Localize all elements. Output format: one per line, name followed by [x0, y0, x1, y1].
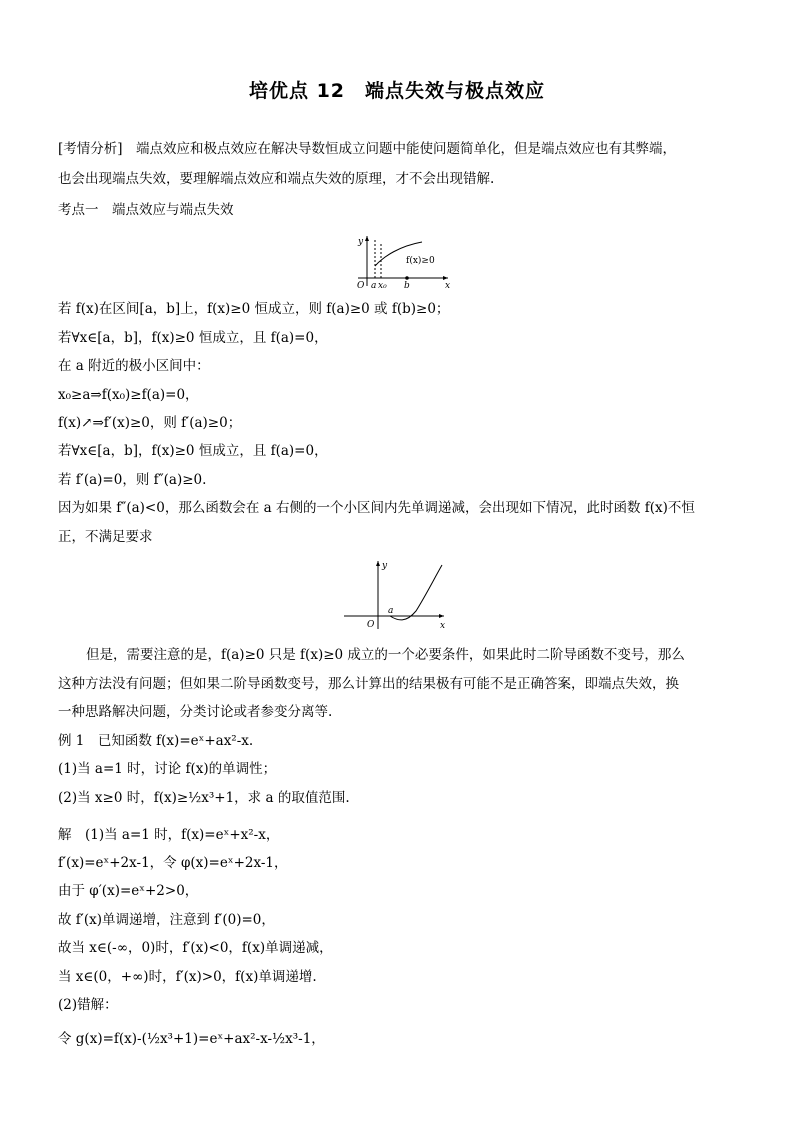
figure2-origin-label: O — [367, 620, 375, 630]
example-heading: 例 1 已知函数 f(x)=eˣ+ax²-x. — [58, 733, 254, 749]
text-line: 故当 x∈(-∞，0)时，f′(x)<0，f(x)单调递减， — [58, 940, 333, 956]
text-line: 正，不满足要求 — [58, 529, 153, 545]
text-line: 令 g(x)=f(x)-(½x³+1)=eˣ+ax²-x-½x³-1， — [58, 1031, 325, 1047]
text-line: f(x)↗⇒f′(x)≥0，则 f′(a)≥0； — [58, 415, 242, 431]
text-line: 若 f′(a)=0，则 f″(a)≥0. — [58, 472, 207, 488]
text-line: (2)错解： — [58, 997, 118, 1013]
figure1-origin-label: O — [357, 281, 365, 290]
text-line: 由于 φ′(x)=eˣ+2>0， — [58, 883, 199, 899]
text-line: 当 x∈(0，+∞)时，f′(x)>0，f(x)单调递增. — [58, 969, 317, 985]
text-line: 一种思路解决问题，分类讨论或者参变分离等. — [58, 704, 333, 720]
text-line: 在 a 附近的极小区间中： — [58, 358, 210, 374]
text-line: 若∀x∈[a，b]，f(x)≥0 恒成立，且 f(a)=0， — [58, 443, 328, 459]
text-line: 若∀x∈[a，b]，f(x)≥0 恒成立，且 f(a)=0， — [58, 330, 328, 346]
text-line: 但是，需要注意的是，f(a)≥0 只是 f(x)≥0 成立的一个必要条件，如果此时二阶导函数不变号，那么 — [86, 647, 685, 663]
text-line: 故 f′(x)单调递增，注意到 f′(0)=0， — [58, 912, 275, 928]
text-line: 因为如果 f″(a)<0，那么函数会在 a 右侧的一个小区间内先单调递减，会出现如下情况，此时函数 f(x)不恒 — [58, 500, 695, 516]
analysis-line-1: [考情分析] 端点效应和极点效应在解决导数恒成立问题中能使问题简单化，但是端点效应也有其弊端， — [58, 141, 677, 157]
text-line: 若 f(x)在区间[a，b]上，f(x)≥0 恒成立，则 f(a)≥0 或 f(b)≥0； — [58, 301, 450, 317]
figure1-y-label: y — [358, 237, 364, 247]
page-title: 培优点 12 端点失效与极点效应 — [248, 80, 546, 102]
figure1-curve-label: f(x)≥0 — [406, 256, 435, 266]
figure2-a-label: a — [388, 606, 394, 616]
text-line: x₀≥a⇒f(x₀)≥f(a)=0， — [58, 387, 199, 403]
text-line: 解 (1)当 a=1 时，f(x)=eˣ+x²-x， — [58, 827, 280, 843]
analysis-line-2: 也会出现端点失效，要理解端点效应和端点失效的原理，才不会出现错解. — [58, 171, 495, 187]
figure2-y-label: y — [382, 561, 388, 571]
figure1-x-label: x — [445, 281, 451, 290]
figure-counterexample-graph — [340, 555, 450, 633]
text-line: 这种方法没有问题；但如果二阶导函数变号，那么计算出的结果极有可能不是正确答案，即端点失效，换 — [58, 676, 679, 692]
figure-endpoint-graph — [352, 230, 452, 290]
text-line: (2)当 x≥0 时，f(x)≥½x³+1，求 a 的取值范围. — [58, 790, 350, 806]
figure1-b-label: b — [404, 281, 410, 290]
figure2-x-label: x — [440, 621, 446, 631]
text-line: f′(x)=eˣ+2x-1，令 φ(x)=eˣ+2x-1， — [58, 855, 288, 871]
text-line: (1)当 a=1 时，讨论 f(x)的单调性； — [58, 761, 277, 777]
figure1-a-label: a — [371, 281, 377, 290]
section-heading: 考点一 端点效应与端点失效 — [58, 202, 234, 218]
figure1-x0-label: x₀ — [378, 281, 387, 290]
